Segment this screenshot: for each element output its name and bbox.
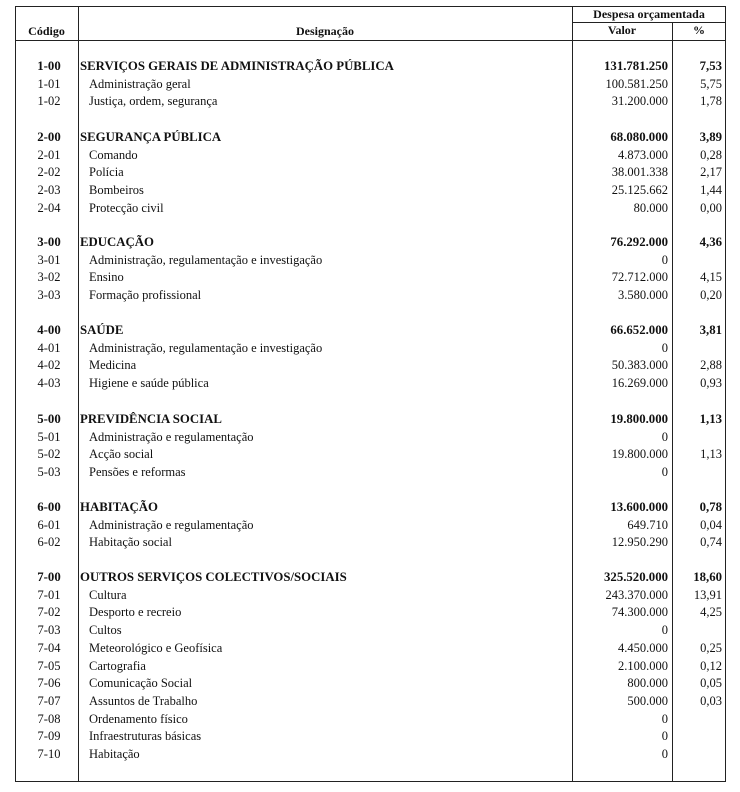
pct-cell: 0,03	[700, 693, 722, 708]
designation-cell: Cultura	[89, 587, 127, 602]
group-row	[15, 129, 726, 147]
valor-cell: 500.000	[627, 693, 668, 708]
code-cell: 7-10	[37, 747, 61, 761]
item-row	[15, 269, 726, 287]
code-cell: 5-01	[37, 429, 61, 444]
pct-cell: 1,13	[699, 412, 722, 426]
designation-cell: Cartografia	[89, 658, 146, 673]
item-row	[15, 622, 726, 640]
code-cell: 6-02	[37, 535, 61, 550]
valor-cell: 38.001.338	[611, 165, 668, 180]
code-cell: 3-01	[37, 252, 61, 267]
item-row	[15, 587, 726, 605]
valor-cell: 2.100.000	[618, 658, 668, 673]
header-bottom-line	[15, 40, 726, 41]
pct-cell: 1,13	[700, 447, 722, 462]
designation-cell: Polícia	[89, 165, 124, 180]
code-cell: 1-00	[37, 59, 61, 73]
item-row	[15, 429, 726, 447]
item-row	[15, 675, 726, 693]
valor-cell: 800.000	[627, 676, 668, 691]
pct-cell: 13,91	[693, 587, 722, 602]
designation-cell: Higiene e saúde pública	[89, 376, 209, 391]
designation-cell: EDUCAÇÃO	[80, 235, 154, 249]
designation-cell: PREVIDÊNCIA SOCIAL	[80, 412, 222, 426]
item-row	[15, 147, 726, 165]
designation-cell: Cultos	[89, 623, 122, 638]
item-row	[15, 446, 726, 464]
valor-cell: 13.600.000	[610, 500, 668, 514]
valor-cell: 16.269.000	[611, 376, 668, 391]
valor-cell: 50.383.000	[611, 358, 668, 373]
pct-cell: 0,25	[700, 640, 722, 655]
code-cell: 5-03	[37, 465, 61, 480]
code-cell: 4-03	[37, 376, 61, 391]
header-pct: %	[693, 23, 705, 37]
item-row	[15, 658, 726, 676]
designation-cell: Ordenamento físico	[89, 711, 188, 726]
item-row	[15, 76, 726, 94]
code-cell: 5-00	[37, 412, 61, 426]
designation-cell: Infraestruturas básicas	[89, 729, 202, 744]
item-row	[15, 164, 726, 182]
designation-cell: OUTROS SERVIÇOS COLECTIVOS/SOCIAIS	[80, 570, 347, 584]
item-row	[15, 375, 726, 393]
designation-cell: Administração geral	[89, 76, 191, 91]
code-cell: 5-02	[37, 447, 61, 462]
pct-cell: 7,53	[699, 59, 722, 73]
valor-cell: 0	[661, 429, 668, 444]
item-row	[15, 287, 726, 305]
item-row	[15, 182, 726, 200]
valor-cell: 4.450.000	[618, 640, 668, 655]
item-row	[15, 746, 726, 764]
valor-cell: 72.712.000	[611, 270, 668, 285]
code-cell: 7-00	[37, 570, 61, 584]
code-cell: 2-00	[37, 130, 61, 144]
valor-cell: 243.370.000	[605, 587, 668, 602]
valor-cell: 0	[661, 252, 668, 267]
code-cell: 7-06	[37, 676, 61, 691]
valor-cell: 80.000	[633, 200, 668, 215]
pct-cell: 0,20	[700, 288, 722, 303]
designation-cell: Assuntos de Trabalho	[89, 693, 198, 708]
designation-cell: Protecção civil	[89, 200, 164, 215]
designation-cell: Administração, regulamentação e investigação	[89, 340, 323, 355]
item-row	[15, 604, 726, 622]
group-row	[15, 322, 726, 340]
designation-cell: Administração, regulamentação e investigação	[89, 252, 323, 267]
designation-cell: Comunicação Social	[89, 676, 193, 691]
valor-cell: 76.292.000	[610, 235, 668, 249]
header-despesa: Despesa orçamentada	[593, 7, 705, 21]
code-cell: 1-02	[37, 94, 61, 109]
code-cell: 2-04	[37, 200, 61, 215]
valor-cell: 0	[661, 623, 668, 638]
pct-cell: 5,75	[700, 76, 722, 91]
valor-cell: 3.580.000	[618, 288, 668, 303]
group-row	[15, 58, 726, 76]
code-cell: 6-00	[37, 500, 61, 514]
designation-cell: Administração e regulamentação	[89, 429, 254, 444]
designation-cell: Desporto e recreio	[89, 605, 182, 620]
group-row	[15, 569, 726, 587]
valor-cell: 68.080.000	[610, 130, 668, 144]
valor-cell: 325.520.000	[604, 570, 668, 584]
code-cell: 4-00	[37, 323, 61, 337]
code-cell: 7-09	[37, 729, 61, 744]
item-row	[15, 728, 726, 746]
code-cell: 4-02	[37, 358, 61, 373]
item-row	[15, 517, 726, 535]
code-cell: 7-08	[37, 711, 61, 726]
code-cell: 2-03	[37, 183, 61, 198]
group-row	[15, 234, 726, 252]
designation-cell: Habitação	[89, 747, 140, 761]
pct-cell: 3,81	[699, 323, 722, 337]
valor-cell: 0	[661, 729, 668, 744]
code-cell: 7-01	[37, 587, 61, 602]
designation-cell: HABITAÇÃO	[80, 500, 158, 514]
pct-cell: 18,60	[693, 570, 722, 584]
item-row	[15, 252, 726, 270]
item-row	[15, 93, 726, 111]
pct-cell: 0,04	[700, 517, 722, 532]
pct-cell: 0,12	[700, 658, 722, 673]
pct-cell: 4,36	[699, 235, 722, 249]
code-cell: 3-03	[37, 288, 61, 303]
pct-cell: 3,89	[699, 130, 722, 144]
valor-cell: 74.300.000	[611, 605, 668, 620]
code-cell: 2-01	[37, 147, 61, 162]
pct-cell: 4,15	[700, 270, 722, 285]
valor-cell: 0	[661, 747, 668, 761]
designation-cell: Formação profissional	[89, 288, 202, 303]
pct-cell: 0,74	[700, 535, 722, 550]
valor-cell: 19.800.000	[610, 412, 668, 426]
valor-cell: 66.652.000	[610, 323, 668, 337]
item-row	[15, 200, 726, 218]
designation-cell: Administração e regulamentação	[89, 517, 254, 532]
designation-cell: Comando	[89, 147, 138, 162]
item-row	[15, 640, 726, 658]
designation-cell: Pensões e reformas	[89, 465, 186, 480]
code-cell: 6-01	[37, 517, 61, 532]
designation-cell: SEGURANÇA PÚBLICA	[80, 130, 222, 144]
designation-cell: Bombeiros	[89, 183, 144, 198]
valor-cell: 19.800.000	[611, 447, 668, 462]
group-row	[15, 499, 726, 517]
code-cell: 3-02	[37, 270, 61, 285]
valor-cell: 100.581.250	[605, 76, 668, 91]
group-row	[15, 411, 726, 429]
valor-cell: 649.710	[627, 517, 668, 532]
code-cell: 3-00	[37, 235, 61, 249]
item-row	[15, 693, 726, 711]
code-cell: 1-01	[37, 76, 61, 91]
code-cell: 4-01	[37, 340, 61, 355]
valor-cell: 31.200.000	[611, 94, 668, 109]
item-row	[15, 534, 726, 552]
pct-cell: 2,17	[700, 165, 722, 180]
code-cell: 7-07	[37, 693, 61, 708]
pct-cell: 0,28	[700, 147, 722, 162]
code-cell: 2-02	[37, 165, 61, 180]
pct-cell: 0,05	[700, 676, 722, 691]
pct-cell: 0,00	[700, 200, 722, 215]
item-row	[15, 464, 726, 482]
code-cell: 7-02	[37, 605, 61, 620]
designation-cell: SERVIÇOS GERAIS DE ADMINISTRAÇÃO PÚBLICA	[80, 59, 394, 73]
valor-cell: 25.125.662	[611, 183, 668, 198]
designation-cell: SAÚDE	[80, 323, 124, 337]
valor-cell: 0	[661, 711, 668, 726]
designation-cell: Ensino	[89, 270, 124, 285]
valor-cell: 0	[661, 340, 668, 355]
valor-cell: 0	[661, 465, 668, 480]
header-designacao: Designação	[296, 24, 354, 38]
designation-cell: Justiça, ordem, segurança	[89, 94, 218, 109]
designation-cell: Meteorológico e Geofísica	[89, 640, 223, 655]
code-cell: 7-04	[37, 640, 61, 655]
valor-cell: 131.781.250	[604, 59, 668, 73]
pct-cell: 1,78	[700, 94, 722, 109]
header-valor: Valor	[607, 23, 637, 37]
code-cell: 7-03	[37, 623, 61, 638]
pct-cell: 1,44	[700, 183, 722, 198]
item-row	[15, 340, 726, 358]
valor-cell: 4.873.000	[618, 147, 668, 162]
header-codigo: Código	[28, 24, 65, 38]
item-row	[15, 357, 726, 375]
designation-cell: Habitação social	[89, 535, 172, 550]
designation-cell: Acção social	[89, 447, 154, 462]
pct-cell: 0,93	[700, 376, 722, 391]
pct-cell: 0,78	[699, 500, 722, 514]
item-row	[15, 711, 726, 729]
pct-cell: 2,88	[700, 358, 722, 373]
designation-cell: Medicina	[89, 358, 137, 373]
code-cell: 7-05	[37, 658, 61, 673]
valor-cell: 12.950.290	[611, 535, 668, 550]
pct-cell: 4,25	[700, 605, 722, 620]
